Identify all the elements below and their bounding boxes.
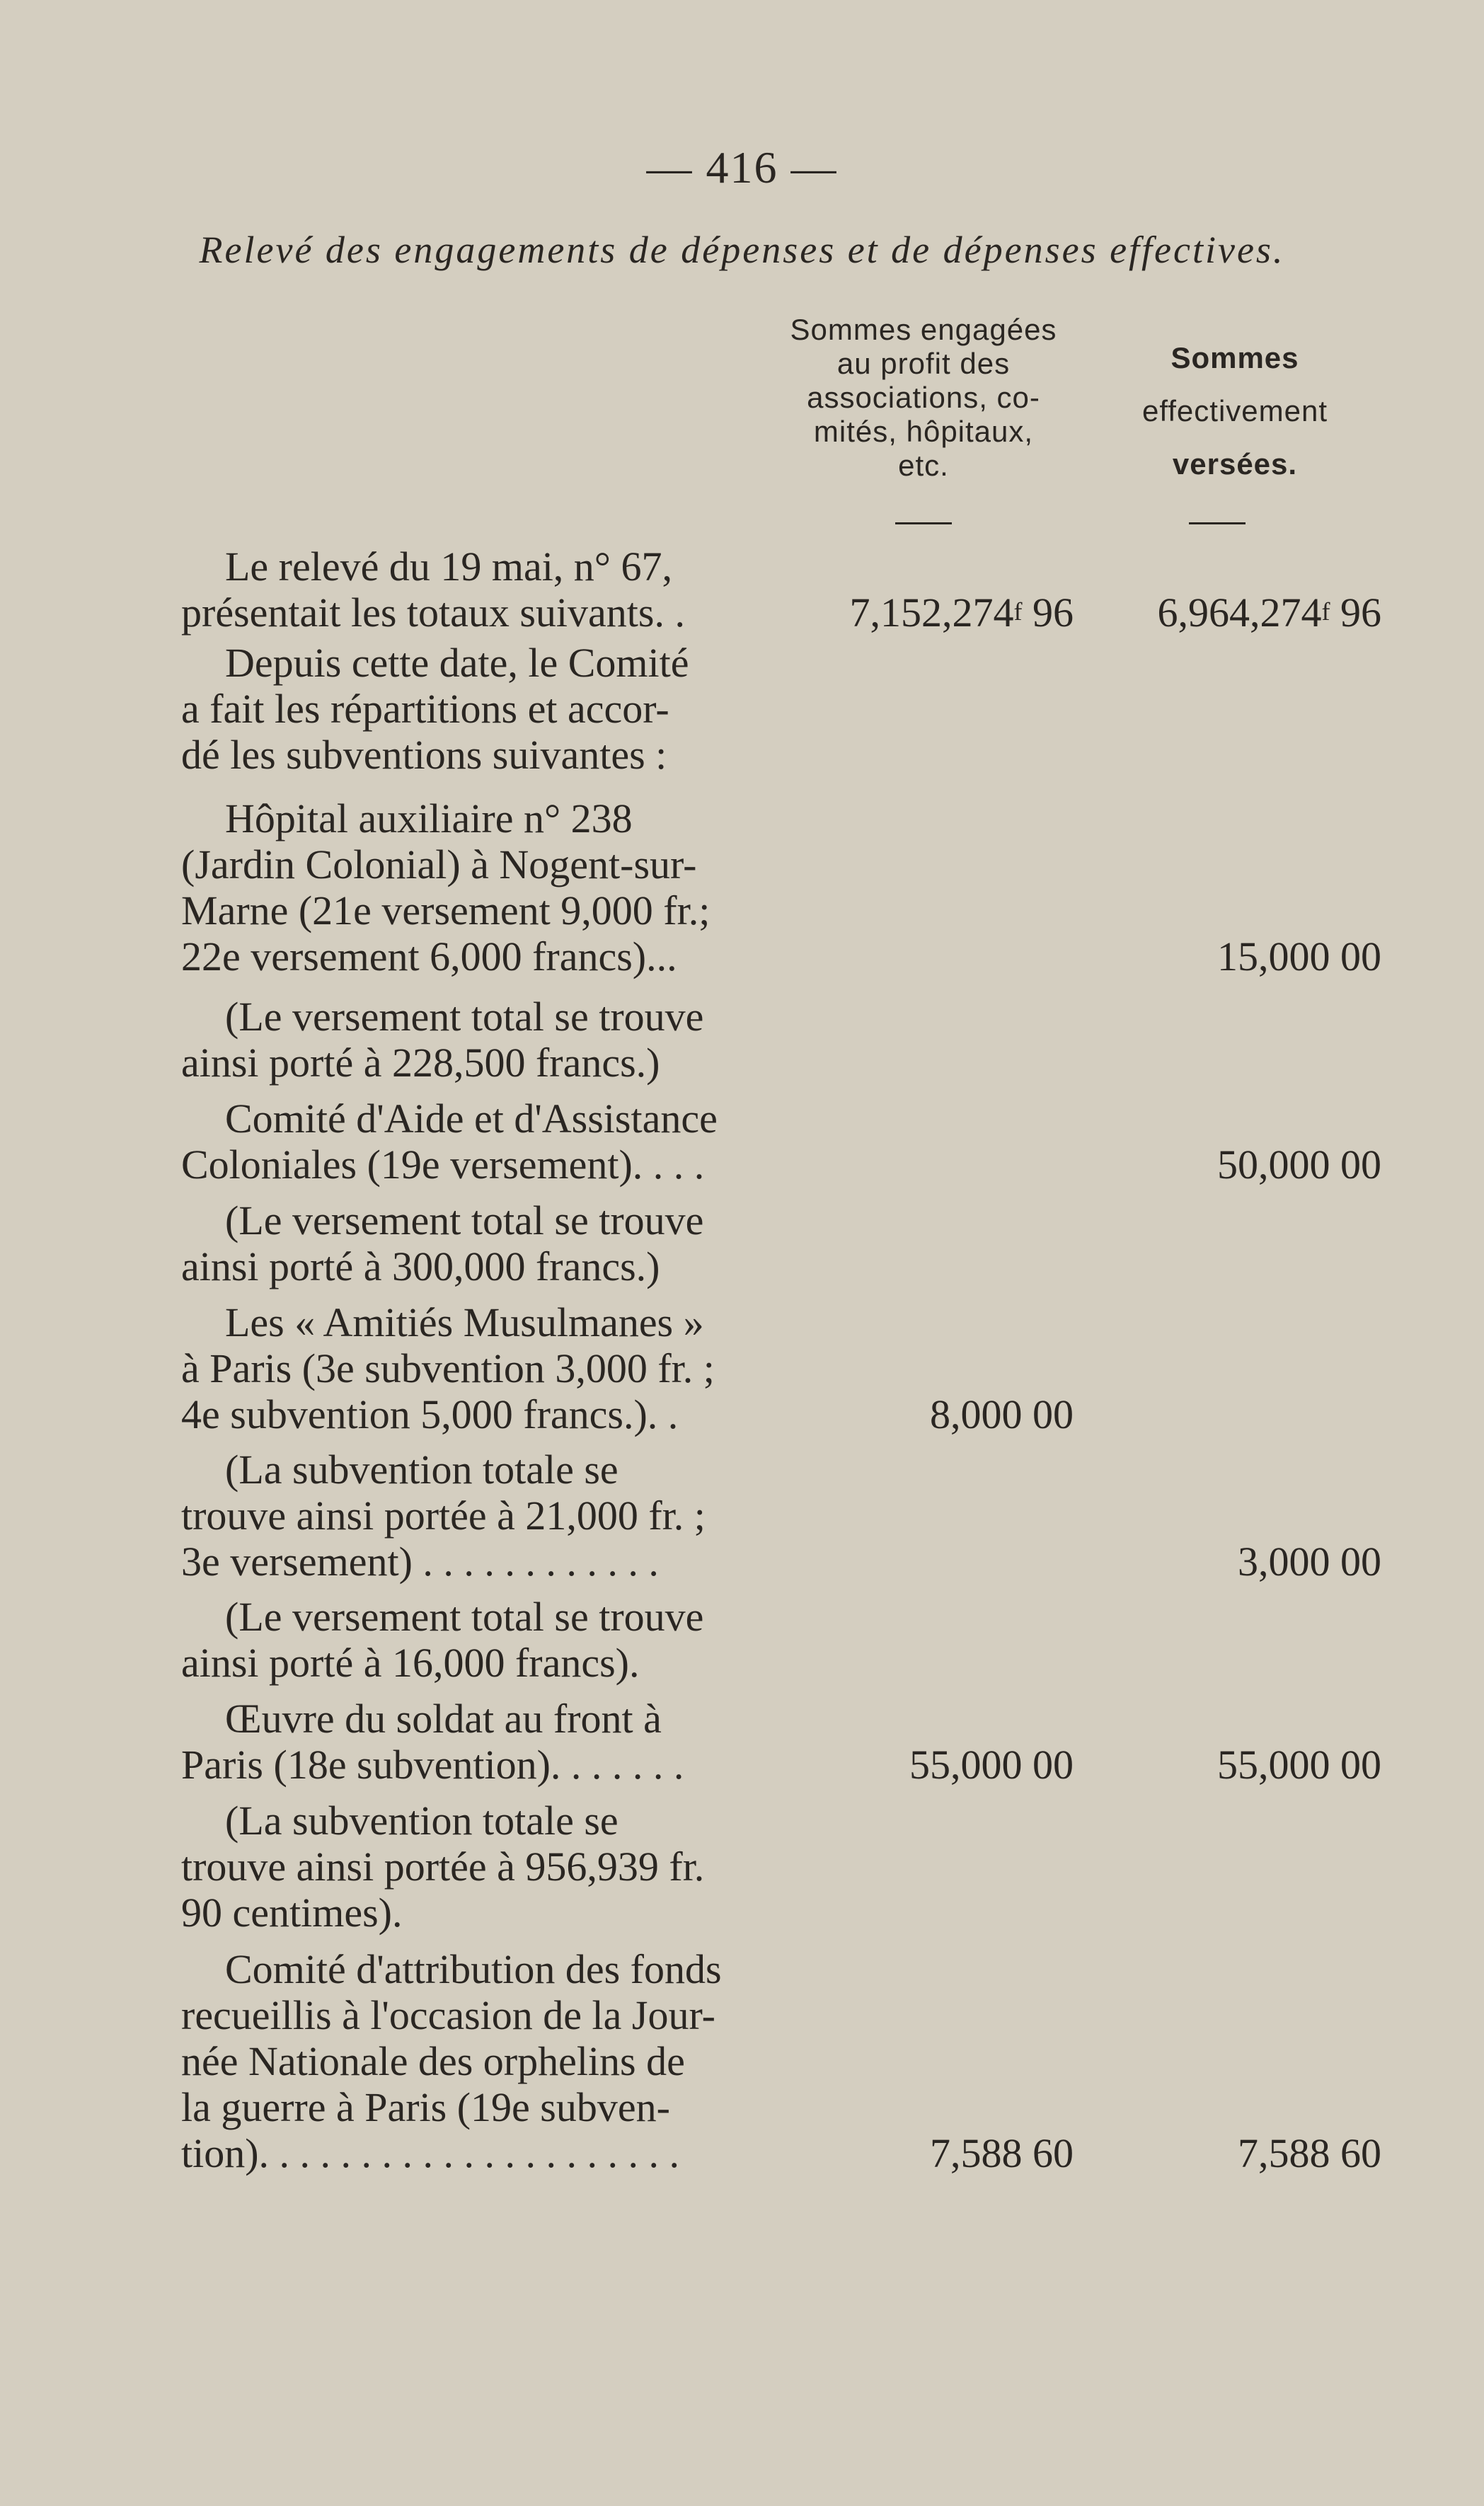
entry-line: Depuis cette date, le Comité xyxy=(225,640,689,686)
entry-line: Le relevé du 19 mai, n° 67, xyxy=(225,544,672,590)
engaged-amount xyxy=(930,2130,1074,2177)
entry-line: (La subvention totale se xyxy=(225,1447,619,1493)
page-title: Relevé des engagements de dépenses et de dépenses effectives. xyxy=(199,229,1285,271)
engaged-amount xyxy=(850,590,1074,636)
engaged-amount-cents: 96 xyxy=(1022,590,1074,636)
entry-line: (Le versement total se trouve xyxy=(225,1197,704,1243)
engaged-amount-value: 7,152,274 xyxy=(849,590,1014,636)
column-header-engaged-line: au profit des xyxy=(836,347,1011,380)
paid-amount-value: 6,964,274 xyxy=(1157,590,1322,636)
column-header-engaged-line: mités, hôpitaux, xyxy=(813,415,1034,448)
entry-line: (Jardin Colonial) à Nogent-sur- xyxy=(181,841,697,887)
entry-line: tion). . . . . . . . . . . . . . . . . . . . . xyxy=(181,2130,680,2176)
entry-line: née Nationale des orphelins de xyxy=(181,2038,685,2084)
entry-line: Paris (18e subvention). . . . . . . xyxy=(181,1742,684,1788)
entry-line: ainsi porté à 228,500 francs.) xyxy=(181,1040,660,1086)
entry-line: Les « Amitiés Musulmanes » xyxy=(225,1299,704,1345)
entry-line: la guerre à Paris (19e subven- xyxy=(181,2084,670,2130)
engaged-amount xyxy=(930,1391,1074,1438)
column-header-paid-line: Sommes xyxy=(1170,341,1299,374)
entry-line: Comité d'attribution des fonds xyxy=(225,1946,722,1992)
paid-amount-value: 15,000 00 xyxy=(1217,933,1381,979)
entry-line: 22e versement 6,000 francs)... xyxy=(181,933,677,979)
paid-amount-value: 7,588 60 xyxy=(1238,2130,1381,2176)
entry-line: (La subvention totale se xyxy=(225,1798,619,1844)
entry-line: (Le versement total se trouve xyxy=(225,1594,704,1640)
entry-line: a fait les répartitions et accor- xyxy=(181,686,669,732)
engaged-amount-value: 7,588 60 xyxy=(930,2130,1074,2176)
entry-line: recueillis à l'occasion de la Jour- xyxy=(181,1992,715,2038)
engaged-amount-value: 55,000 00 xyxy=(909,1742,1074,1788)
entry-line: Marne (21e versement 9,000 fr.; xyxy=(181,887,711,933)
paid-amount xyxy=(1217,1742,1381,1788)
entry-line: trouve ainsi portée à 21,000 fr. ; xyxy=(181,1493,706,1539)
column-header-paid-line: versées. xyxy=(1172,447,1298,481)
paid-amount-cents: 96 xyxy=(1330,590,1381,636)
entry-line: 3e versement) . . . . . . . . . . . . xyxy=(181,1539,659,1585)
paid-amount-value: 3,000 00 xyxy=(1238,1539,1381,1585)
entry-line: Hôpital auxiliaire n° 238 xyxy=(225,795,633,841)
paid-amount-unit: f xyxy=(1321,597,1330,626)
paid-amount xyxy=(1238,1539,1381,1585)
entry-line: Œuvre du soldat au front à xyxy=(225,1696,662,1742)
paid-amount-value: 55,000 00 xyxy=(1217,1742,1381,1788)
engaged-amount-unit: f xyxy=(1013,597,1023,626)
entry-line: ainsi porté à 300,000 francs.) xyxy=(181,1243,660,1289)
paid-amount xyxy=(1158,590,1382,636)
entry-line: présentait les totaux suivants. . xyxy=(181,590,685,636)
paid-amount xyxy=(1217,1142,1381,1188)
paid-amount xyxy=(1217,933,1381,980)
column-header-engaged-line: etc. xyxy=(898,449,949,482)
entry-line: Comité d'Aide et d'Assistance xyxy=(225,1096,718,1142)
column-header-engaged-line: Sommes engagées xyxy=(790,313,1057,346)
entry-line: dé les subventions suivantes : xyxy=(181,732,667,778)
entry-line: 4e subvention 5,000 francs.). . xyxy=(181,1391,679,1437)
entry-line: ainsi porté à 16,000 francs). xyxy=(181,1640,640,1686)
paid-amount-value: 50,000 00 xyxy=(1217,1142,1381,1188)
column-header-paid-line: effectivement xyxy=(1141,394,1328,427)
engaged-amount-value: 8,000 00 xyxy=(930,1391,1074,1437)
entry-line: trouve ainsi portée à 956,939 fr. xyxy=(181,1844,705,1890)
engaged-amount xyxy=(909,1742,1074,1788)
page-number: — 416 — xyxy=(646,142,838,192)
entry-line: 90 centimes). xyxy=(181,1890,403,1936)
column-header-engaged-line: associations, co- xyxy=(807,381,1040,414)
entry-line: (Le versement total se trouve xyxy=(225,994,704,1040)
entry-line: à Paris (3e subvention 3,000 fr. ; xyxy=(181,1345,715,1391)
entry-line: Coloniales (19e versement). . . . xyxy=(181,1142,705,1188)
paid-amount xyxy=(1238,2130,1381,2177)
